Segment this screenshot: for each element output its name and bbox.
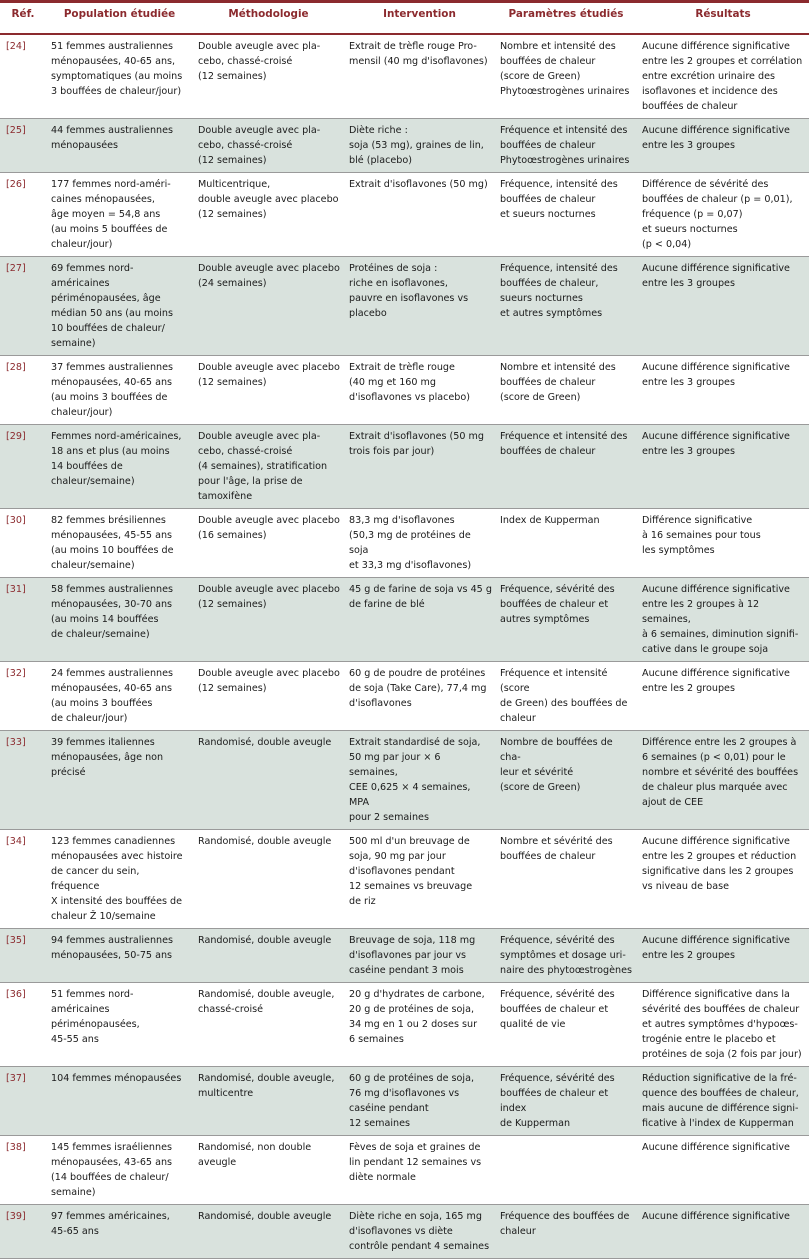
header-parameters: Paramètres étudiés (495, 3, 637, 34)
cell-results: Réduction significative de la fré- quence des bouffées de chaleur, mais aucune de différence signi- ficative à l'index de Kupperman (637, 1067, 809, 1136)
cell-methodology: Double aveugle avec placebo (12 semaines) (198, 362, 340, 388)
cell-intervention: Extrait de trèfle rouge Pro- mensil (40 mg d'isoflavones) (349, 41, 488, 67)
cell-parameters: Index de Kupperman (500, 515, 600, 526)
cell-methodology: Double aveugle avec placebo (12 semaines) (193, 578, 344, 662)
table-row (0, 830, 809, 929)
table-row (0, 1136, 809, 1205)
cell-reference: [33] (0, 731, 46, 830)
header-population: Population étudiée (46, 3, 193, 34)
cell-parameters: Fréquence, sévérité des symptômes et dosage uri- naire des phytoœstrogènes (495, 929, 637, 983)
cell-methodology: Double aveugle avec pla- cebo, chassé-croisé (12 semaines) (198, 41, 321, 82)
studies-table (0, 3, 809, 1259)
cell-population: 69 femmes nord-américaines périménopausées, âge médian 50 ans (au moins 10 bouffées de chaleur/ semaine) (46, 257, 193, 356)
cell-intervention: Diète riche en soja, 165 mg d'isoflavones vs diète contrôle pendant 4 semaines (344, 1205, 495, 1259)
cell-parameters: Fréquence des bouffées de chaleur (495, 1205, 637, 1259)
cell-population: 104 femmes ménopausées (46, 1067, 193, 1136)
table-row (0, 509, 809, 578)
table-row (0, 1067, 809, 1136)
cell-intervention: Fèves de soja et graines de lin pendant 12 semaines vs diète normale (349, 1142, 482, 1183)
table-row (0, 731, 809, 830)
cell-reference: [34] (6, 836, 26, 847)
header-intervention: Intervention (344, 3, 495, 34)
cell-parameters: Nombre et sévérité des bouffées de chaleur (500, 836, 613, 862)
cell-results: Aucune différence significative entre les 2 groupes à 12 semaines, à 6 semaines, diminution signifi- cative dans le groupe soja (637, 578, 809, 662)
cell-population: 39 femmes italiennes ménopausées, âge non précisé (46, 731, 193, 830)
cell-reference: [31] (0, 578, 46, 662)
cell-intervention: 20 g d'hydrates de carbone, 20 g de protéines de soja, 34 mg en 1 ou 2 doses sur 6 semaines (349, 989, 485, 1045)
cell-methodology: Randomisé, double aveugle (198, 836, 332, 847)
cell-methodology: Double aveugle avec pla- cebo, chassé-croisé (12 semaines) (193, 119, 344, 173)
cell-population: 145 femmes israéliennes ménopausées, 43-65 ans (14 bouffées de chaleur/ semaine) (51, 1142, 173, 1198)
table-row (0, 662, 809, 731)
cell-results: Différence significative dans la sévérité des bouffées de chaleur et autres symptômes d'hypoœs- trogénie entre le placebo et protéines de soja (2 fois par jour) (642, 989, 802, 1060)
cell-intervention: Breuvage de soja, 118 mg d'isoflavones par jour vs caséine pendant 3 mois (344, 929, 495, 983)
cell-intervention: 83,3 mg d'isoflavones (50,3 mg de protéines de soja et 33,3 mg d'isoflavones) (349, 515, 472, 571)
table-row (0, 119, 809, 173)
cell-methodology: Randomisé, double aveugle (193, 1205, 344, 1259)
cell-parameters: Fréquence, sévérité des bouffées de chaleur et autres symptômes (495, 578, 637, 662)
cell-population: 37 femmes australiennes ménopausées, 40-65 ans (au moins 3 bouffées de chaleur/jour) (51, 362, 174, 418)
cell-methodology: Randomisé, double aveugle, chassé-croisé (198, 989, 335, 1015)
cell-parameters (495, 1136, 637, 1205)
cell-methodology: Randomisé, non double aveugle (198, 1142, 312, 1168)
cell-results: Aucune différence significative entre les 3 groupes (637, 425, 809, 509)
cell-intervention: 500 ml d'un breuvage de soja, 90 mg par jour d'isoflavones pendant 12 semaines vs breuvage de riz (349, 836, 473, 907)
cell-intervention: Protéines de soja : riche en isoflavones, pauvre en isoflavones vs placebo (344, 257, 495, 356)
header-results: Résultats (637, 3, 809, 34)
cell-parameters: Fréquence, sévérité des bouffées de chaleur et qualité de vie (500, 989, 615, 1030)
cell-results: Aucune différence significative entre les 2 groupes (642, 668, 790, 694)
cell-population: 97 femmes américaines, 45-65 ans (46, 1205, 193, 1259)
cell-reference: [38] (6, 1142, 26, 1153)
cell-results: Différence de sévérité des bouffées de chaleur (p = 0,01), fréquence (p = 0,07) et sueurs nocturnes (p < 0,04) (642, 179, 793, 250)
cell-reference: [25] (0, 119, 46, 173)
cell-population: 123 femmes canadiennes ménopausées avec histoire de cancer du sein, fréquence X intensité des bouffées de chaleur Ž 10/semaine (51, 836, 183, 922)
cell-results: Aucune différence significative entre les 2 groupes (637, 929, 809, 983)
cell-reference: [32] (6, 668, 26, 679)
cell-population: 177 femmes nord-améri- caines ménopausées, âge moyen = 54,8 ans (au moins 5 bouffées de chaleur/jour) (51, 179, 171, 250)
table-row (0, 578, 809, 662)
table-row (0, 257, 809, 356)
cell-population: Femmes nord-américaines, 18 ans et plus (au moins 14 bouffées de chaleur/semaine) (46, 425, 193, 509)
cell-parameters: Nombre et intensité des bouffées de chaleur (score de Green) (500, 362, 616, 403)
cell-reference: [24] (6, 41, 26, 52)
table-body (0, 34, 809, 1259)
cell-results: Différence significative à 16 semaines pour tous les symptômes (642, 515, 761, 556)
cell-parameters: Fréquence, intensité des bouffées de chaleur et sueurs nocturnes (500, 179, 618, 220)
cell-intervention: 60 g de protéines de soja, 76 mg d'isoflavones vs caséine pendant 12 semaines (344, 1067, 495, 1136)
table-row (0, 1205, 809, 1259)
cell-parameters: Fréquence, intensité des bouffées de chaleur, sueurs nocturnes et autres symptômes (495, 257, 637, 356)
table-row (0, 173, 809, 257)
cell-intervention: Diète riche : soja (53 mg), graines de lin, blé (placebo) (344, 119, 495, 173)
cell-results: Aucune différence significative entre les 2 groupes et corrélation entre excrétion urinaire des isoflavones et incidence des bouffées de chaleur (642, 41, 803, 112)
cell-parameters: Fréquence, sévérité des bouffées de chaleur et index de Kupperman (495, 1067, 637, 1136)
cell-population: 58 femmes australiennes ménopausées, 30-70 ans (au moins 14 bouffées de chaleur/semaine) (46, 578, 193, 662)
cell-intervention: 60 g de poudre de protéines de soja (Take Care), 77,4 mg d'isoflavones (349, 668, 487, 709)
cell-intervention: Extrait de trèfle rouge (40 mg et 160 mg d'isoflavones vs placebo) (349, 362, 470, 403)
cell-methodology: Double aveugle avec placebo (12 semaines) (198, 668, 340, 694)
cell-parameters: Nombre et intensité des bouffées de chaleur (score de Green) Phytoœstrogènes urinaires (500, 41, 630, 97)
table-row (0, 983, 809, 1067)
table-row (0, 425, 809, 509)
cell-results: Aucune différence significative entre les 2 groupes et réduction significative dans les 2 groupes vs niveau de base (642, 836, 797, 892)
cell-reference: [27] (0, 257, 46, 356)
cell-methodology: Double aveugle avec pla- cebo, chassé-croisé (4 semaines), stratification pour l'âge, la prise de tamoxifène (193, 425, 344, 509)
cell-reference: [28] (6, 362, 26, 373)
cell-methodology: Double aveugle avec placebo (24 semaines) (193, 257, 344, 356)
cell-population: 82 femmes brésiliennes ménopausées, 45-55 ans (au moins 10 bouffées de chaleur/semaine) (51, 515, 174, 571)
cell-parameters: Fréquence et intensité (score de Green) des bouffées de chaleur (500, 668, 628, 724)
cell-results: Différence entre les 2 groupes à 6 semaines (p < 0,01) pour le nombre et sévérité des bouffées de chaleur plus marquée avec ajout de CEE (637, 731, 809, 830)
cell-intervention: Extrait d'isoflavones (50 mg) (349, 179, 488, 190)
cell-reference: [26] (6, 179, 26, 190)
cell-parameters: Nombre de bouffées de cha- leur et sévérité (score de Green) (495, 731, 637, 830)
header-methodology: Méthodologie (193, 3, 344, 34)
cell-population: 24 femmes australiennes ménopausées, 40-65 ans (au moins 3 bouffées de chaleur/jour) (51, 668, 174, 724)
cell-intervention: 45 g de farine de soja vs 45 g de farine de blé (344, 578, 495, 662)
header-row (0, 3, 809, 34)
cell-reference: [39] (0, 1205, 46, 1259)
cell-reference: [29] (0, 425, 46, 509)
table-row (0, 356, 809, 425)
cell-reference: [35] (0, 929, 46, 983)
cell-results: Aucune différence significative entre les 3 groupes (642, 362, 790, 388)
cell-results: Aucune différence significative entre les 3 groupes (637, 119, 809, 173)
table-header (0, 3, 809, 34)
cell-population: 94 femmes australiennes ménopausées, 50-75 ans (46, 929, 193, 983)
cell-population: 51 femmes australiennes ménopausées, 40-65 ans, symptomatiques (au moins 3 bouffées de chaleur/jour) (51, 41, 183, 97)
cell-results: Aucune différence significative (637, 1205, 809, 1259)
cell-reference: [37] (0, 1067, 46, 1136)
cell-population: 51 femmes nord-américaines périménopausées, 45-55 ans (51, 989, 140, 1045)
cell-intervention: Extrait d'isoflavones (50 mg trois fois par jour) (344, 425, 495, 509)
cell-methodology: Randomisé, double aveugle (193, 929, 344, 983)
cell-results: Aucune différence significative (642, 1142, 790, 1153)
table-row (0, 34, 809, 119)
cell-parameters: Fréquence et intensité des bouffées de chaleur (495, 425, 637, 509)
cell-population: 44 femmes australiennes ménopausées (46, 119, 193, 173)
cell-methodology: Randomisé, double aveugle, multicentre (193, 1067, 344, 1136)
cell-reference: [30] (6, 515, 26, 526)
cell-methodology: Multicentrique, double aveugle avec placebo (12 semaines) (198, 179, 339, 220)
table-row (0, 929, 809, 983)
cell-methodology: Randomisé, double aveugle (193, 731, 344, 830)
cell-methodology: Double aveugle avec placebo (16 semaines) (198, 515, 340, 541)
cell-reference: [36] (6, 989, 26, 1000)
cell-parameters: Fréquence et intensité des bouffées de chaleur Phytoœstrogènes urinaires (495, 119, 637, 173)
header-ref: Réf. (0, 3, 46, 34)
cell-results: Aucune différence significative entre les 3 groupes (637, 257, 809, 356)
cell-intervention: Extrait standardisé de soja, 50 mg par jour × 6 semaines, CEE 0,625 × 4 semaines, MPA pour 2 semaines (344, 731, 495, 830)
